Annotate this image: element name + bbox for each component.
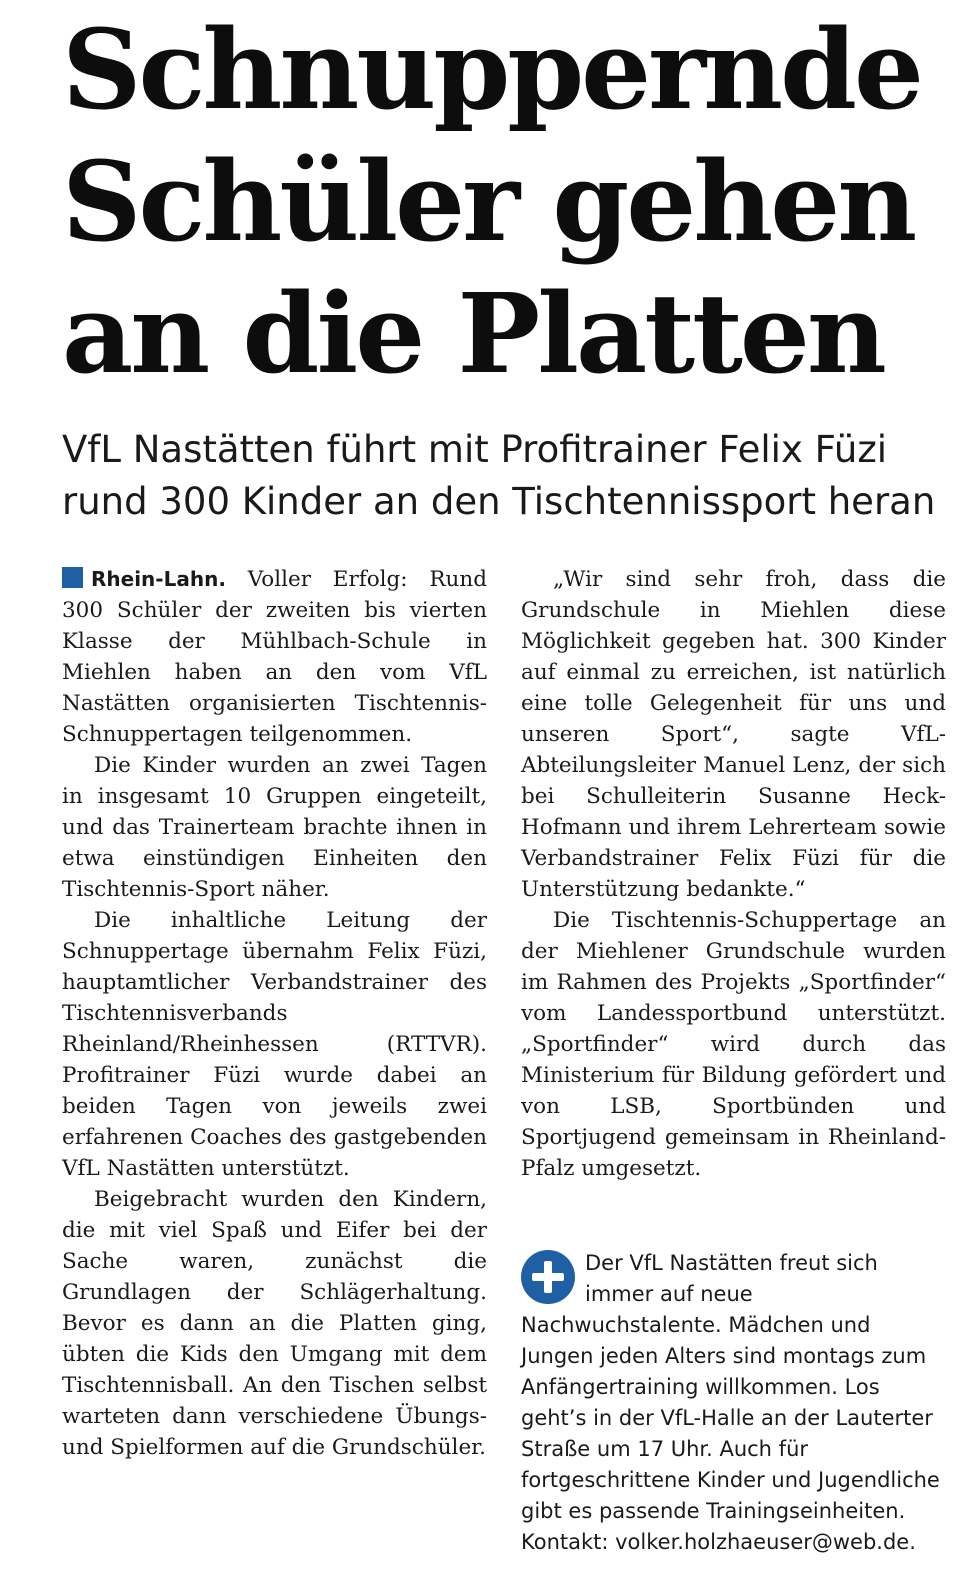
headline-line: Schnuppernde [62,5,921,134]
plus-circle-icon [521,1250,575,1304]
subheadline-line: VfL Nastätten führt mit Profitrainer Felix Füzi [62,428,888,471]
subheadline [62,424,962,528]
info-box [521,1248,946,1558]
dateline-square-icon [62,567,83,588]
info-box-text: Der VfL Nastätten freut sich immer auf neue Nachwuchstalente. Mädchen und Jungen jeden Alters sind montags zum Anfängertraining willkommen. Los geht’s in der VfL-Halle an der Lauterter Straße um 17 Uhr. Auch für fortgeschrittene Kinder und Jugendliche gibt es passende Trainingseinheiten. Kontakt: volker.holzhaeuser@web.de. [521,1251,940,1554]
article-paragraph [62,564,487,750]
article-paragraph: Die inhaltliche Leitung der Schnuppertage übernahm Felix Füzi, hauptamtlicher Verbandstrainer des Tischtennisverbands Rheinland/Rheinhessen (RTTVR). Profitrainer Füzi wurde dabei an beiden Tagen von jeweils zwei erfahrenen Coaches des gastgebenden VfL Nastätten unterstützt. [62,908,487,1181]
article-paragraph: „Wir sind sehr froh, dass die Grundschule in Miehlen diese Möglichkeit gegeben hat. 300 Kinder auf einmal zu erreichen, ist natürlich eine tolle Gelegenheit für uns und unseren Sport“, sagte VfL-Abteilungsleiter Manuel Lenz, der sich bei Schulleiterin Susanne Heck-Hofmann und ihrem Lehrerteam sowie Verbandstrainer Felix Füzi für die Unterstützung bedankte.“ [521,567,946,902]
article-column-left [62,564,487,1463]
dateline: Rhein-Lahn. [91,567,226,591]
paragraph-text: Voller Erfolg: Rund 300 Schüler der zweiten bis vierten Klasse der Mühlbach-Schule in Miehlen haben an den vom VfL Nastätten organisierten Tischtennis-Schnuppertagen teilgenommen. [62,567,487,747]
article-paragraph: Beigebracht wurden den Kindern, die mit viel Spaß und Eifer bei der Sache waren, zunächst die Grundlagen der Schlägerhaltung. Bevor es dann an die Platten ging, übten die Kids den Umgang mit dem Tischtennisball. An den Tischen selbst warteten dann verschiedene Übungs- und Spielformen auf die Grundschüler. [62,1187,487,1460]
article-paragraph: Die Kinder wurden an zwei Tagen in insgesamt 10 Gruppen eingeteilt, und das Trainerteam brachte ihnen in etwa einstündigen Einheiten den Tischtennis-Sport näher. [62,753,487,902]
subheadline-line: rund 300 Kinder an den Tischtennissport heran [62,480,936,523]
article-paragraph: Die Tischtennis-Schuppertage an der Miehlener Grundschule wurden im Rahmen des Projekts „Sportfinder“ vom Landessportbund unterstützt. „Sportfinder“ wird durch das Ministerium für Bildung gefördert und von LSB, Sportbünden und Sportjugend gemeinsam in Rheinland-Pfalz umgesetzt. [521,908,946,1181]
article-column-right [521,564,946,1184]
headline [62,4,942,400]
headline-line: Schüler gehen [62,137,915,266]
headline-line: an die Platten [62,269,884,398]
